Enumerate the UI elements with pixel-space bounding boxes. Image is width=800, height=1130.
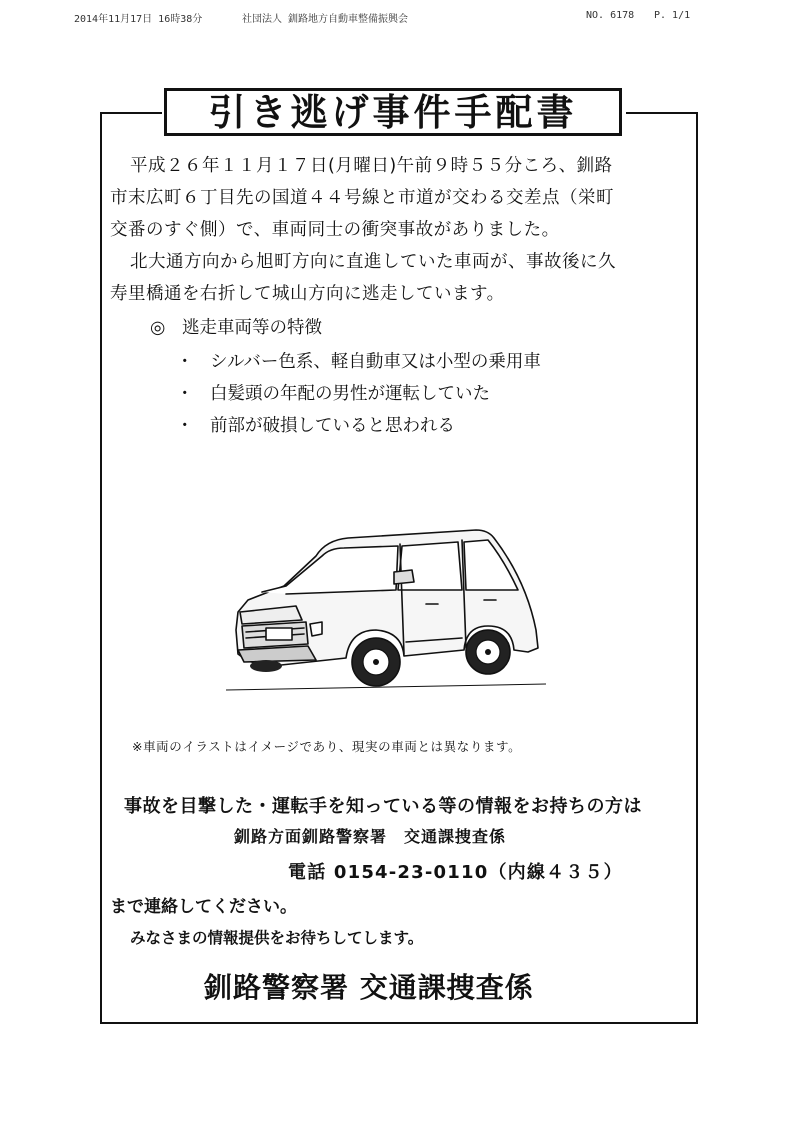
notice-body <box>110 150 678 310</box>
escape-line: 北大通方向から旭町方向に直進していた車両が、事故後に久 <box>130 252 616 272</box>
features-heading <box>150 314 322 339</box>
incident-line: 交番のすぐ側）で、車両同士の衝突事故がありました。 <box>110 220 560 240</box>
frame-top-left-line <box>100 112 162 114</box>
feature-text: 前部が破損していると思われる <box>210 416 455 436</box>
incident-line: 平成２６年１１月１７日(月曜日)午前９時５５分ころ、釧路 <box>130 156 613 176</box>
escape-paragraph <box>110 246 678 310</box>
fax-number: NO. 6178 <box>586 10 635 21</box>
title-box <box>164 88 622 136</box>
list-item <box>176 378 541 410</box>
feature-text: シルバー色系、軽自動車又は小型の乗用車 <box>210 352 541 372</box>
frame-top-right-line <box>626 112 696 114</box>
fax-organization: 社団法人 釧路地方自動車整備振興会 <box>242 14 409 25</box>
fax-datetime: 2014年11月17日 16時38分 <box>74 14 203 25</box>
contact-office: 釧路方面釧路警察署 交通課捜査係 <box>234 827 507 846</box>
car-illustration <box>226 520 546 698</box>
fax-page: P. 1/1 <box>654 10 691 21</box>
fax-header <box>0 8 800 26</box>
bullet-icon: ・ <box>176 352 194 372</box>
escape-line: 寿里橋通を右折して城山方向に逃走しています。 <box>110 284 505 304</box>
feature-text: 白髪頭の年配の男性が運転していた <box>210 384 490 404</box>
features-title: 逃走車両等の特徴 <box>182 318 322 338</box>
page-title: 引き逃げ事件手配書 <box>208 90 578 134</box>
features-list <box>176 346 541 442</box>
contact-request: 事故を目撃した・運転手を知っている等の情報をお持ちの方は <box>124 796 642 817</box>
double-circle-icon: ◎ <box>150 318 166 338</box>
illustration-disclaimer: ※車両のイラストはイメージであり、現実の車両とは異なります。 <box>132 739 522 754</box>
incident-paragraph <box>110 150 678 246</box>
list-item <box>176 346 541 378</box>
bullet-icon: ・ <box>176 384 194 404</box>
issuer-signature: 釧路警察署 交通課捜査係 <box>204 971 534 1004</box>
contact-closing: みなさまの情報提供をお待ちしてします。 <box>130 929 424 947</box>
contact-phone: 電話 0154-23-0110（内線４３５） <box>288 862 623 883</box>
contact-instruction: まで連絡してください。 <box>110 897 297 917</box>
bullet-icon: ・ <box>176 416 194 436</box>
list-item <box>176 410 541 442</box>
incident-line: 市末広町６丁目先の国道４４号線と市道が交わる交差点（栄町 <box>110 188 614 208</box>
